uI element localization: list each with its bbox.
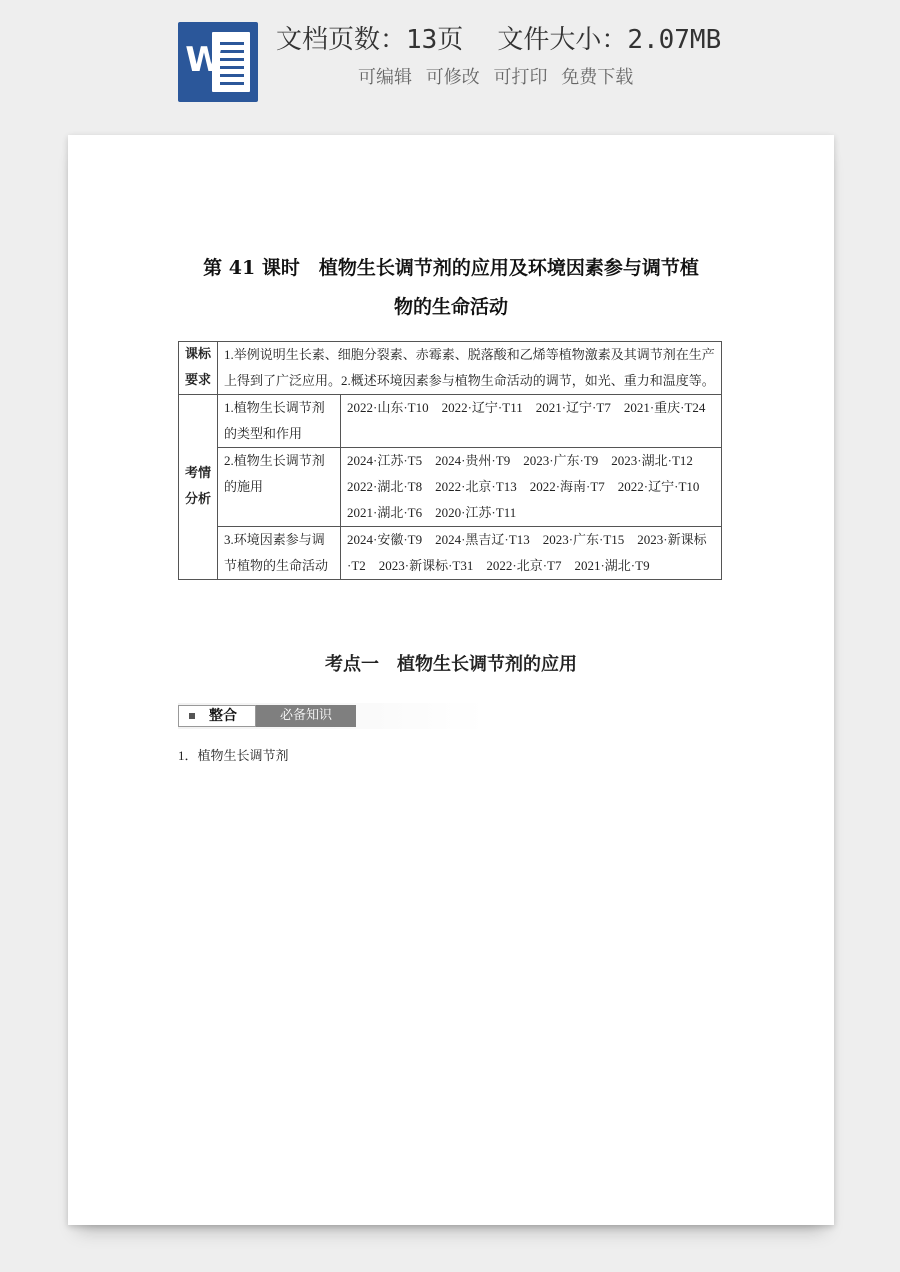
list-item: 1．植物生长调节剂 — [178, 748, 289, 763]
table-row — [179, 342, 722, 395]
section-number: 考点一 — [325, 654, 379, 675]
section-name: 植物生长调节剂的应用 — [397, 654, 577, 675]
file-meta — [276, 20, 756, 60]
square-bullet-icon — [189, 713, 195, 719]
syllabus-table — [178, 341, 722, 580]
exam-cell: 2024·江苏·T5 2024·贵州·T9 2023·广东·T9 2023·湖北·T12 2022·湖北·T8 2022·北京·T13 2022·海南·T7 2022·辽宁·T10 2021·湖北·T6 2020·江苏·T11 — [341, 448, 722, 527]
file-size: 文件大小：2.07MB — [497, 25, 722, 55]
download-banner — [0, 0, 900, 125]
exam-cell: 2022·山东·T10 2022·辽宁·T11 2021·辽宁·T7 2021·重庆·T24 — [341, 395, 722, 448]
feature-free-download: 免费下载 — [561, 67, 634, 88]
topic-cell: 2.植物生长调节剂的施用 — [218, 448, 341, 527]
table-row — [179, 395, 722, 448]
feature-list — [358, 64, 641, 92]
exam-cell: 2024·安徽·T9 2024·黑吉辽·T13 2023·广东·T15 2023·新课标·T2 2023·新课标·T31 2022·北京·T7 2021·湖北·T9 — [341, 527, 722, 580]
feature-printable: 可打印 — [493, 67, 548, 88]
standard-header: 课标要求 — [179, 342, 218, 395]
table-row — [179, 527, 722, 580]
lesson-title-line-1: 第 41 课时 植物生长调节剂的应用及环境因素参与调节植 — [203, 257, 699, 279]
feature-modifiable: 可修改 — [425, 67, 480, 88]
standard-text: 1.举例说明生长素、细胞分裂素、赤霉素、脱落酸和乙烯等植物激素及其调节剂在生产上得到了广泛应用。2.概述环境因素参与植物生命活动的调节，如光、重力和温度等。 — [218, 342, 722, 395]
section-title — [68, 650, 834, 676]
tag-main — [178, 705, 256, 727]
word-document-icon — [178, 22, 258, 102]
knowledge-tag — [178, 703, 486, 729]
logo-letter: W — [185, 40, 223, 80]
tag-sub-label: 必备知识 — [256, 705, 356, 727]
table-row — [179, 448, 722, 527]
feature-editable: 可编辑 — [358, 67, 412, 88]
topic-cell: 1.植物生长调节剂的类型和作用 — [218, 395, 341, 448]
topic-cell: 3.环境因素参与调节植物的生命活动 — [218, 527, 341, 580]
lesson-title-line-2: 物的生命活动 — [393, 296, 508, 318]
page-count: 文档页数：13页 — [276, 25, 464, 55]
tag-main-label: 整合 — [209, 708, 237, 724]
document-page — [68, 135, 834, 1225]
analysis-header: 考情分析 — [179, 395, 218, 580]
